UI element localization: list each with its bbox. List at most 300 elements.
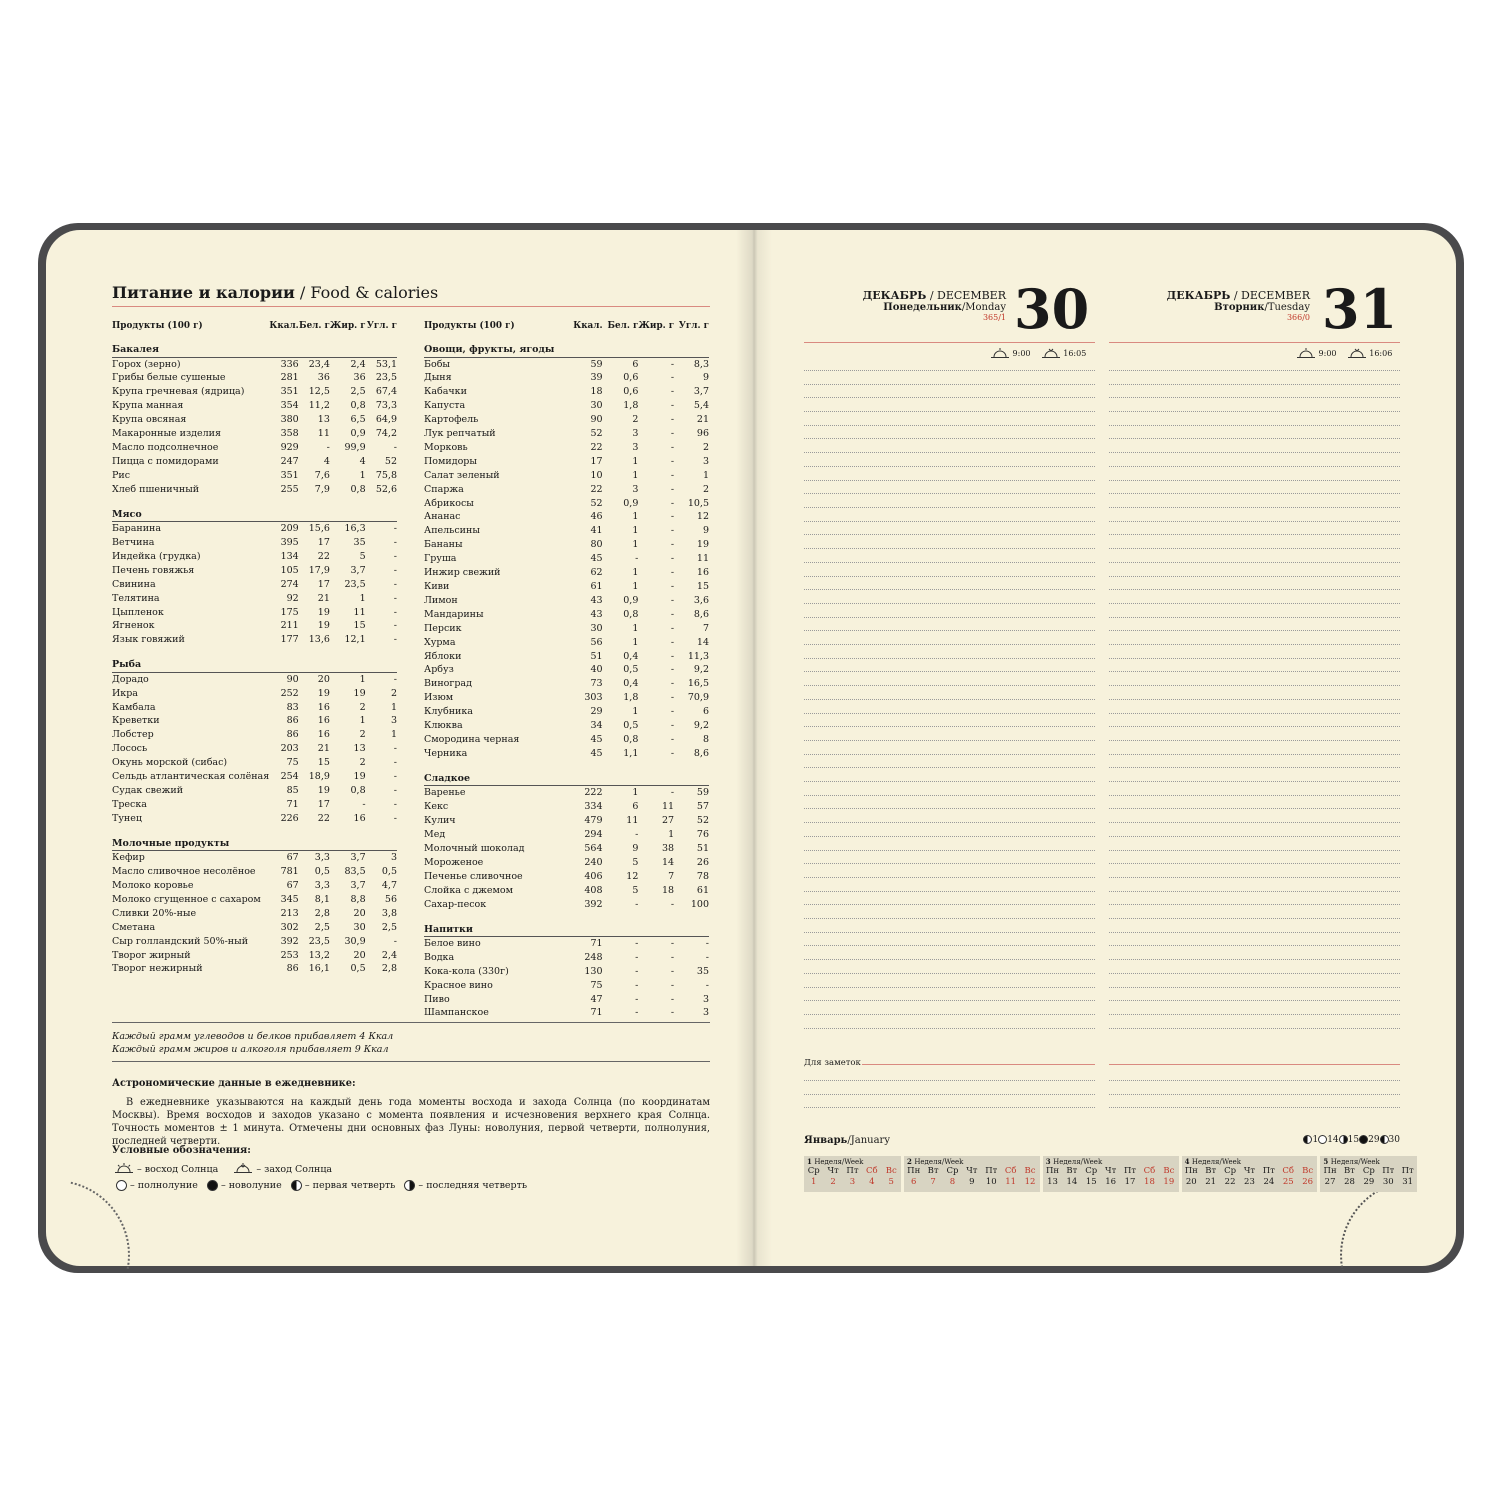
food-name: Хурма bbox=[424, 636, 456, 648]
calendar-day[interactable]: 19 bbox=[1163, 1177, 1175, 1187]
food-row bbox=[424, 842, 709, 856]
food-value: - bbox=[670, 706, 675, 718]
food-value: 99,9 bbox=[344, 441, 366, 453]
food-value: 203 bbox=[280, 743, 299, 755]
calendar-day[interactable]: 6 bbox=[910, 1177, 917, 1187]
writing-line[interactable] bbox=[1109, 562, 1400, 563]
writing-line[interactable] bbox=[1109, 521, 1400, 522]
food-value: 16 bbox=[317, 701, 330, 713]
food-name: Кекс bbox=[424, 801, 449, 813]
calendar-day[interactable]: 4 bbox=[869, 1177, 875, 1187]
food-value: 406 bbox=[584, 870, 603, 882]
food-value: 17 bbox=[317, 536, 330, 548]
food-value: 18 bbox=[662, 884, 675, 896]
writing-line[interactable] bbox=[1109, 850, 1400, 851]
writing-line[interactable] bbox=[1109, 1014, 1400, 1015]
notes-line[interactable] bbox=[1109, 1094, 1400, 1095]
food-value: 13,6 bbox=[308, 634, 330, 646]
writing-line[interactable] bbox=[804, 904, 1095, 905]
calendar-day[interactable]: 9 bbox=[969, 1177, 975, 1187]
food-value: 40 bbox=[590, 664, 603, 676]
writing-line[interactable] bbox=[1109, 617, 1400, 618]
writing-line[interactable] bbox=[1109, 425, 1400, 426]
food-value: 12 bbox=[696, 511, 709, 523]
week-header: 1 Неделя/Week bbox=[807, 1157, 864, 1166]
calendar-day[interactable]: 14 bbox=[1066, 1177, 1078, 1187]
food-value: 30,9 bbox=[344, 935, 366, 947]
food-value: 564 bbox=[584, 842, 603, 854]
weekday-label: Ср bbox=[807, 1166, 820, 1176]
food-value: 52 bbox=[590, 428, 603, 440]
calendar-day[interactable]: 25 bbox=[1282, 1177, 1294, 1187]
writing-line[interactable] bbox=[1109, 918, 1400, 919]
food-value: - bbox=[393, 757, 397, 769]
writing-line[interactable] bbox=[1109, 1000, 1400, 1001]
weekday-label: Вт bbox=[1066, 1166, 1078, 1176]
writing-line[interactable] bbox=[804, 973, 1095, 974]
writing-line[interactable] bbox=[804, 397, 1095, 398]
food-name: Изюм bbox=[424, 692, 454, 704]
food-name: Макаронные изделия bbox=[112, 428, 222, 440]
food-value: - bbox=[393, 523, 397, 535]
writing-line[interactable] bbox=[804, 822, 1095, 823]
notes-line[interactable] bbox=[804, 1094, 1095, 1095]
food-value: - bbox=[393, 592, 397, 604]
writing-line[interactable] bbox=[804, 466, 1095, 467]
legend-title: Условные обозначения: bbox=[112, 1145, 251, 1156]
calendar-day[interactable]: 17 bbox=[1124, 1177, 1136, 1187]
food-value: 73,3 bbox=[375, 400, 397, 412]
food-value: 3 bbox=[632, 428, 639, 440]
food-name: Сыр голландский 50%-ный bbox=[112, 935, 249, 947]
weekday-label: Чт bbox=[827, 1166, 839, 1176]
writing-line[interactable] bbox=[1109, 959, 1400, 960]
writing-line[interactable] bbox=[804, 918, 1095, 919]
food-name: Сливки 20%-ные bbox=[112, 907, 197, 919]
food-value: 1 bbox=[359, 715, 366, 727]
food-value: - bbox=[635, 965, 639, 977]
food-value: 1 bbox=[359, 673, 366, 685]
col-header-protein: Бел. г bbox=[607, 321, 639, 331]
writing-line[interactable] bbox=[1109, 836, 1400, 837]
writing-line[interactable] bbox=[1109, 822, 1400, 823]
writing-line[interactable] bbox=[1109, 411, 1400, 412]
calendar-week bbox=[1043, 1156, 1179, 1192]
day-30-sun-times bbox=[990, 347, 1086, 361]
writing-line[interactable] bbox=[1109, 726, 1400, 727]
food-value: 281 bbox=[280, 372, 299, 384]
food-value: 61 bbox=[696, 884, 709, 896]
writing-line[interactable] bbox=[804, 671, 1095, 672]
writing-line[interactable] bbox=[1109, 644, 1400, 645]
legend-new-label: – новолуние bbox=[220, 1180, 282, 1191]
writing-line[interactable] bbox=[1109, 767, 1400, 768]
food-value: 16 bbox=[317, 715, 330, 727]
food-name: Грибы белые сушеные bbox=[112, 372, 226, 384]
food-name: Тунец bbox=[112, 812, 142, 824]
food-row bbox=[424, 1006, 709, 1020]
calendar-day[interactable]: 11 bbox=[1005, 1177, 1017, 1187]
writing-line[interactable] bbox=[1109, 466, 1400, 467]
food-value: 303 bbox=[584, 692, 603, 704]
food-value: 380 bbox=[280, 414, 299, 426]
food-row bbox=[424, 951, 709, 965]
food-value: 0,8 bbox=[350, 400, 366, 412]
calendar-day[interactable]: 27 bbox=[1324, 1177, 1336, 1187]
food-name: Крупа гречневая (ядрица) bbox=[112, 386, 245, 398]
writing-line[interactable] bbox=[1109, 658, 1400, 659]
writing-line[interactable] bbox=[804, 548, 1095, 549]
calendar-day[interactable]: 23 bbox=[1244, 1177, 1255, 1187]
food-value: 41 bbox=[590, 525, 603, 537]
food-name: Молоко коровье bbox=[112, 880, 194, 891]
food-value: 781 bbox=[280, 866, 299, 878]
food-value: 53,1 bbox=[375, 358, 397, 370]
writing-line[interactable] bbox=[1109, 507, 1400, 508]
writing-line[interactable] bbox=[1109, 589, 1400, 590]
calendar-day[interactable]: 13 bbox=[1047, 1177, 1058, 1187]
writing-line[interactable] bbox=[804, 644, 1095, 645]
day-31-header bbox=[1166, 289, 1310, 322]
food-value: 0,4 bbox=[623, 678, 639, 690]
notes-line[interactable] bbox=[804, 1080, 1095, 1081]
food-row bbox=[424, 650, 709, 664]
food-value: 75,8 bbox=[375, 469, 397, 481]
food-row bbox=[112, 469, 397, 483]
food-value: 222 bbox=[584, 787, 603, 799]
food-value: 71 bbox=[590, 1007, 603, 1019]
writing-line[interactable] bbox=[1109, 699, 1400, 700]
writing-line[interactable] bbox=[1109, 452, 1400, 453]
writing-line[interactable] bbox=[1109, 754, 1400, 755]
legend-sunrise-label: – восход Солнца bbox=[137, 1164, 219, 1175]
first-quarter-moon-icon bbox=[1380, 1135, 1389, 1144]
writing-line[interactable] bbox=[804, 850, 1095, 851]
category-row bbox=[424, 767, 709, 786]
writing-line[interactable] bbox=[804, 452, 1095, 453]
writing-line[interactable] bbox=[1109, 891, 1400, 892]
food-name: Судак свежий bbox=[112, 784, 184, 796]
writing-line[interactable] bbox=[1109, 877, 1400, 878]
writing-line[interactable] bbox=[804, 617, 1095, 618]
writing-line[interactable] bbox=[1109, 630, 1400, 631]
food-value: 75 bbox=[590, 979, 603, 991]
writing-line[interactable] bbox=[1109, 576, 1400, 577]
food-value: 64,9 bbox=[375, 414, 397, 426]
food-value: 30 bbox=[590, 400, 603, 412]
writing-line[interactable] bbox=[804, 932, 1095, 933]
food-value: - bbox=[670, 372, 675, 384]
food-value: - bbox=[393, 564, 397, 576]
calendar-day[interactable]: 1 bbox=[810, 1177, 817, 1187]
food-value: 354 bbox=[280, 400, 299, 412]
food-value: 71 bbox=[590, 937, 603, 949]
writing-line[interactable] bbox=[804, 1000, 1095, 1001]
day-31-sunset: 16:06 bbox=[1369, 349, 1393, 358]
writing-line[interactable] bbox=[1109, 671, 1400, 672]
writing-line[interactable] bbox=[1109, 945, 1400, 946]
food-value: 56 bbox=[384, 893, 397, 905]
food-name: Салат зеленый bbox=[424, 469, 500, 481]
writing-line[interactable] bbox=[804, 576, 1095, 577]
calendar-day[interactable]: 12 bbox=[1024, 1177, 1036, 1187]
calendar-day[interactable]: 31 bbox=[1402, 1177, 1414, 1187]
week-header: 3 Неделя/Week bbox=[1045, 1157, 1103, 1166]
food-row bbox=[424, 979, 709, 993]
writing-line[interactable] bbox=[804, 425, 1095, 426]
writing-line[interactable] bbox=[804, 863, 1095, 864]
food-value: 6 bbox=[632, 801, 639, 813]
writing-line[interactable] bbox=[1109, 397, 1400, 398]
food-value: 14 bbox=[696, 636, 709, 648]
writing-line[interactable] bbox=[1109, 808, 1400, 809]
food-row bbox=[112, 714, 397, 728]
category-row bbox=[424, 917, 709, 936]
food-row bbox=[424, 705, 709, 719]
writing-line[interactable] bbox=[1109, 370, 1400, 371]
moon-phase-day: 29 bbox=[1368, 1135, 1380, 1145]
writing-line[interactable] bbox=[1109, 438, 1400, 439]
food-row bbox=[112, 949, 397, 963]
food-value: 43 bbox=[590, 594, 603, 606]
food-name: Слойка с джемом bbox=[424, 884, 514, 896]
calendar-day[interactable]: 29 bbox=[1363, 1177, 1375, 1187]
food-value: 255 bbox=[280, 483, 299, 495]
notes-line[interactable] bbox=[1109, 1080, 1400, 1081]
food-name: Ягненок bbox=[112, 620, 155, 632]
sunset-icon bbox=[233, 1162, 253, 1177]
food-value: 67,4 bbox=[375, 386, 397, 398]
food-value: 90 bbox=[590, 414, 603, 426]
food-value: 3,7 bbox=[350, 880, 366, 891]
food-name: Капуста bbox=[424, 400, 466, 412]
food-value: 2 bbox=[359, 757, 366, 769]
writing-line[interactable] bbox=[804, 507, 1095, 508]
writing-line[interactable] bbox=[804, 767, 1095, 768]
writing-line[interactable] bbox=[804, 713, 1095, 714]
writing-line[interactable] bbox=[1109, 973, 1400, 974]
food-name: Индейка (грудка) bbox=[112, 550, 201, 562]
food-value: - bbox=[670, 720, 675, 732]
food-value: 3,7 bbox=[350, 852, 366, 864]
food-value: 2 bbox=[390, 687, 397, 699]
day-30-number: 30 bbox=[1014, 277, 1090, 341]
calendar-day[interactable]: 15 bbox=[1085, 1177, 1097, 1187]
food-value: 78 bbox=[696, 870, 709, 882]
weekday-label: Вс bbox=[885, 1166, 897, 1176]
food-value: - bbox=[670, 898, 675, 910]
writing-line[interactable] bbox=[1109, 904, 1400, 905]
writing-line[interactable] bbox=[1109, 480, 1400, 481]
calendar-day[interactable]: 26 bbox=[1302, 1177, 1314, 1187]
writing-line[interactable] bbox=[804, 987, 1095, 988]
writing-line[interactable] bbox=[804, 493, 1095, 494]
category-label: Бакалея bbox=[112, 338, 397, 357]
food-name: Рис bbox=[112, 469, 131, 481]
food-value: 29 bbox=[590, 706, 603, 718]
food-value: 16 bbox=[353, 812, 366, 824]
food-name: Помидоры bbox=[424, 455, 477, 467]
calendar-day[interactable]: 30 bbox=[1382, 1177, 1394, 1187]
food-value: 86 bbox=[286, 963, 299, 975]
food-row bbox=[424, 497, 709, 511]
food-value: 16,3 bbox=[344, 523, 366, 535]
writing-line[interactable] bbox=[1109, 1028, 1400, 1029]
food-value: 105 bbox=[280, 564, 299, 576]
weekday-label: Сб bbox=[866, 1166, 878, 1176]
food-name: Хлеб пшеничный bbox=[112, 483, 200, 495]
food-value: 1,1 bbox=[623, 747, 639, 759]
writing-line[interactable] bbox=[804, 836, 1095, 837]
calorie-note-2: Каждый грамм жиров и алкоголя прибавляет 9 Ккал bbox=[112, 1044, 389, 1055]
calendar-day[interactable]: 16 bbox=[1105, 1177, 1117, 1187]
writing-line[interactable] bbox=[804, 726, 1095, 727]
calendar-day[interactable]: 7 bbox=[930, 1177, 936, 1187]
writing-line[interactable] bbox=[1109, 534, 1400, 535]
food-value: 1 bbox=[390, 701, 397, 713]
writing-line[interactable] bbox=[804, 384, 1095, 385]
calendar-day[interactable]: 5 bbox=[888, 1177, 894, 1187]
weekday-label: Ср bbox=[1085, 1166, 1098, 1176]
food-value: - bbox=[670, 525, 675, 537]
writing-line[interactable] bbox=[804, 630, 1095, 631]
food-name: Печень говяжья bbox=[112, 564, 195, 576]
writing-line[interactable] bbox=[804, 959, 1095, 960]
writing-line[interactable] bbox=[804, 438, 1095, 439]
writing-line[interactable] bbox=[804, 699, 1095, 700]
sunset-icon bbox=[1041, 347, 1061, 361]
writing-line[interactable] bbox=[804, 808, 1095, 809]
food-value: 51 bbox=[590, 650, 603, 662]
writing-line[interactable] bbox=[1109, 795, 1400, 796]
calendar-day[interactable]: 22 bbox=[1224, 1177, 1236, 1187]
food-value: 2,8 bbox=[314, 907, 330, 919]
astro-text: В ежедневнике указываются на каждый день года моменты восхода и захода Солнца (по координатам Москвы). Время восходов и заходов указано с момента появления и исчезновения верхнего края Солнца. Точность моментов ± 1 минута. Отмечены дни основных фаз Луны: новолуния, первой четверти, полнолуния, последней четверти. bbox=[112, 1097, 710, 1147]
food-value: 358 bbox=[280, 428, 299, 440]
food-value: 1 bbox=[632, 455, 639, 467]
writing-line[interactable] bbox=[804, 877, 1095, 878]
food-value: - bbox=[670, 594, 675, 606]
food-value: 19 bbox=[353, 771, 366, 783]
calendar-week bbox=[1182, 1156, 1318, 1192]
food-row bbox=[424, 898, 709, 912]
calendar-day[interactable]: 28 bbox=[1344, 1177, 1355, 1187]
weekday-label: Чт bbox=[966, 1166, 978, 1176]
writing-line[interactable] bbox=[804, 754, 1095, 755]
moon-phase-day: 15 bbox=[1347, 1135, 1360, 1145]
writing-line[interactable] bbox=[1109, 932, 1400, 933]
writing-line[interactable] bbox=[1109, 384, 1400, 385]
writing-line[interactable] bbox=[804, 603, 1095, 604]
food-name: Мороженое bbox=[424, 856, 484, 868]
weekday-label: Пн bbox=[1045, 1166, 1060, 1176]
writing-line[interactable] bbox=[1109, 493, 1400, 494]
food-value: 2 bbox=[359, 701, 366, 713]
food-value: 3 bbox=[390, 852, 397, 864]
food-value: 36 bbox=[317, 372, 330, 384]
food-value: 23,5 bbox=[375, 372, 397, 384]
food-value: 392 bbox=[584, 898, 603, 910]
writing-line[interactable] bbox=[804, 1014, 1095, 1015]
food-value: 7,9 bbox=[314, 483, 330, 495]
food-value: 71 bbox=[286, 798, 299, 810]
food-name: Сельдь атлантическая солёная bbox=[112, 771, 270, 783]
food-value: 18 bbox=[590, 386, 603, 398]
food-name: Ананас bbox=[424, 511, 461, 523]
food-value: 2,5 bbox=[381, 921, 397, 933]
food-value: - bbox=[670, 414, 675, 426]
writing-line[interactable] bbox=[1109, 685, 1400, 686]
calendar-day[interactable]: 18 bbox=[1144, 1177, 1155, 1187]
notes-line[interactable] bbox=[804, 1107, 1095, 1108]
writing-line[interactable] bbox=[804, 480, 1095, 481]
day-30-header-rule bbox=[804, 342, 1095, 343]
food-name: Пиво bbox=[424, 993, 450, 1005]
food-row bbox=[112, 879, 397, 893]
food-row bbox=[112, 865, 397, 879]
writing-line[interactable] bbox=[804, 740, 1095, 741]
writing-line[interactable] bbox=[1109, 740, 1400, 741]
category-label: Рыба bbox=[112, 653, 397, 672]
writing-line[interactable] bbox=[804, 534, 1095, 535]
writing-line[interactable] bbox=[804, 658, 1095, 659]
calendar-day[interactable]: 3 bbox=[849, 1177, 856, 1187]
writing-line[interactable] bbox=[804, 411, 1095, 412]
food-name: Дорадо bbox=[112, 673, 149, 685]
writing-line[interactable] bbox=[804, 1028, 1095, 1029]
calendar-day[interactable]: 8 bbox=[949, 1177, 956, 1187]
food-value: 1 bbox=[632, 469, 639, 481]
week-header: 2 Неделя/Week bbox=[907, 1157, 964, 1166]
food-value: 22 bbox=[590, 483, 603, 495]
calendar-day[interactable]: 24 bbox=[1263, 1177, 1275, 1187]
writing-line[interactable] bbox=[804, 945, 1095, 946]
food-value: 0,5 bbox=[623, 664, 639, 676]
food-value: 8,6 bbox=[693, 608, 709, 620]
food-value: 18,9 bbox=[308, 771, 330, 783]
food-row bbox=[424, 580, 709, 594]
writing-line[interactable] bbox=[804, 562, 1095, 563]
food-value: 70,9 bbox=[687, 692, 709, 704]
calendar-day[interactable]: 21 bbox=[1205, 1177, 1217, 1187]
notes-divider-top bbox=[112, 1022, 710, 1023]
notes-line[interactable] bbox=[1109, 1107, 1400, 1108]
writing-line[interactable] bbox=[1109, 548, 1400, 549]
writing-line[interactable] bbox=[804, 795, 1095, 796]
calendar-day[interactable]: 20 bbox=[1185, 1177, 1197, 1187]
writing-line[interactable] bbox=[1109, 713, 1400, 714]
writing-line[interactable] bbox=[804, 685, 1095, 686]
writing-line[interactable] bbox=[1109, 781, 1400, 782]
writing-line[interactable] bbox=[1109, 987, 1400, 988]
writing-line[interactable] bbox=[1109, 603, 1400, 604]
writing-line[interactable] bbox=[804, 521, 1095, 522]
food-name: Груша bbox=[424, 553, 457, 565]
writing-line[interactable] bbox=[804, 370, 1095, 371]
calendar-day[interactable]: 10 bbox=[985, 1177, 997, 1187]
food-value: 6 bbox=[702, 706, 709, 718]
calendar-day[interactable]: 2 bbox=[830, 1177, 836, 1187]
writing-line[interactable] bbox=[804, 589, 1095, 590]
writing-line[interactable] bbox=[804, 781, 1095, 782]
writing-line[interactable] bbox=[804, 891, 1095, 892]
writing-line[interactable] bbox=[1109, 863, 1400, 864]
food-value: - bbox=[705, 951, 709, 963]
food-row bbox=[424, 552, 709, 566]
food-value: - bbox=[393, 550, 397, 562]
food-name: Горох (зерно) bbox=[112, 358, 181, 370]
food-value: 27 bbox=[662, 815, 675, 827]
